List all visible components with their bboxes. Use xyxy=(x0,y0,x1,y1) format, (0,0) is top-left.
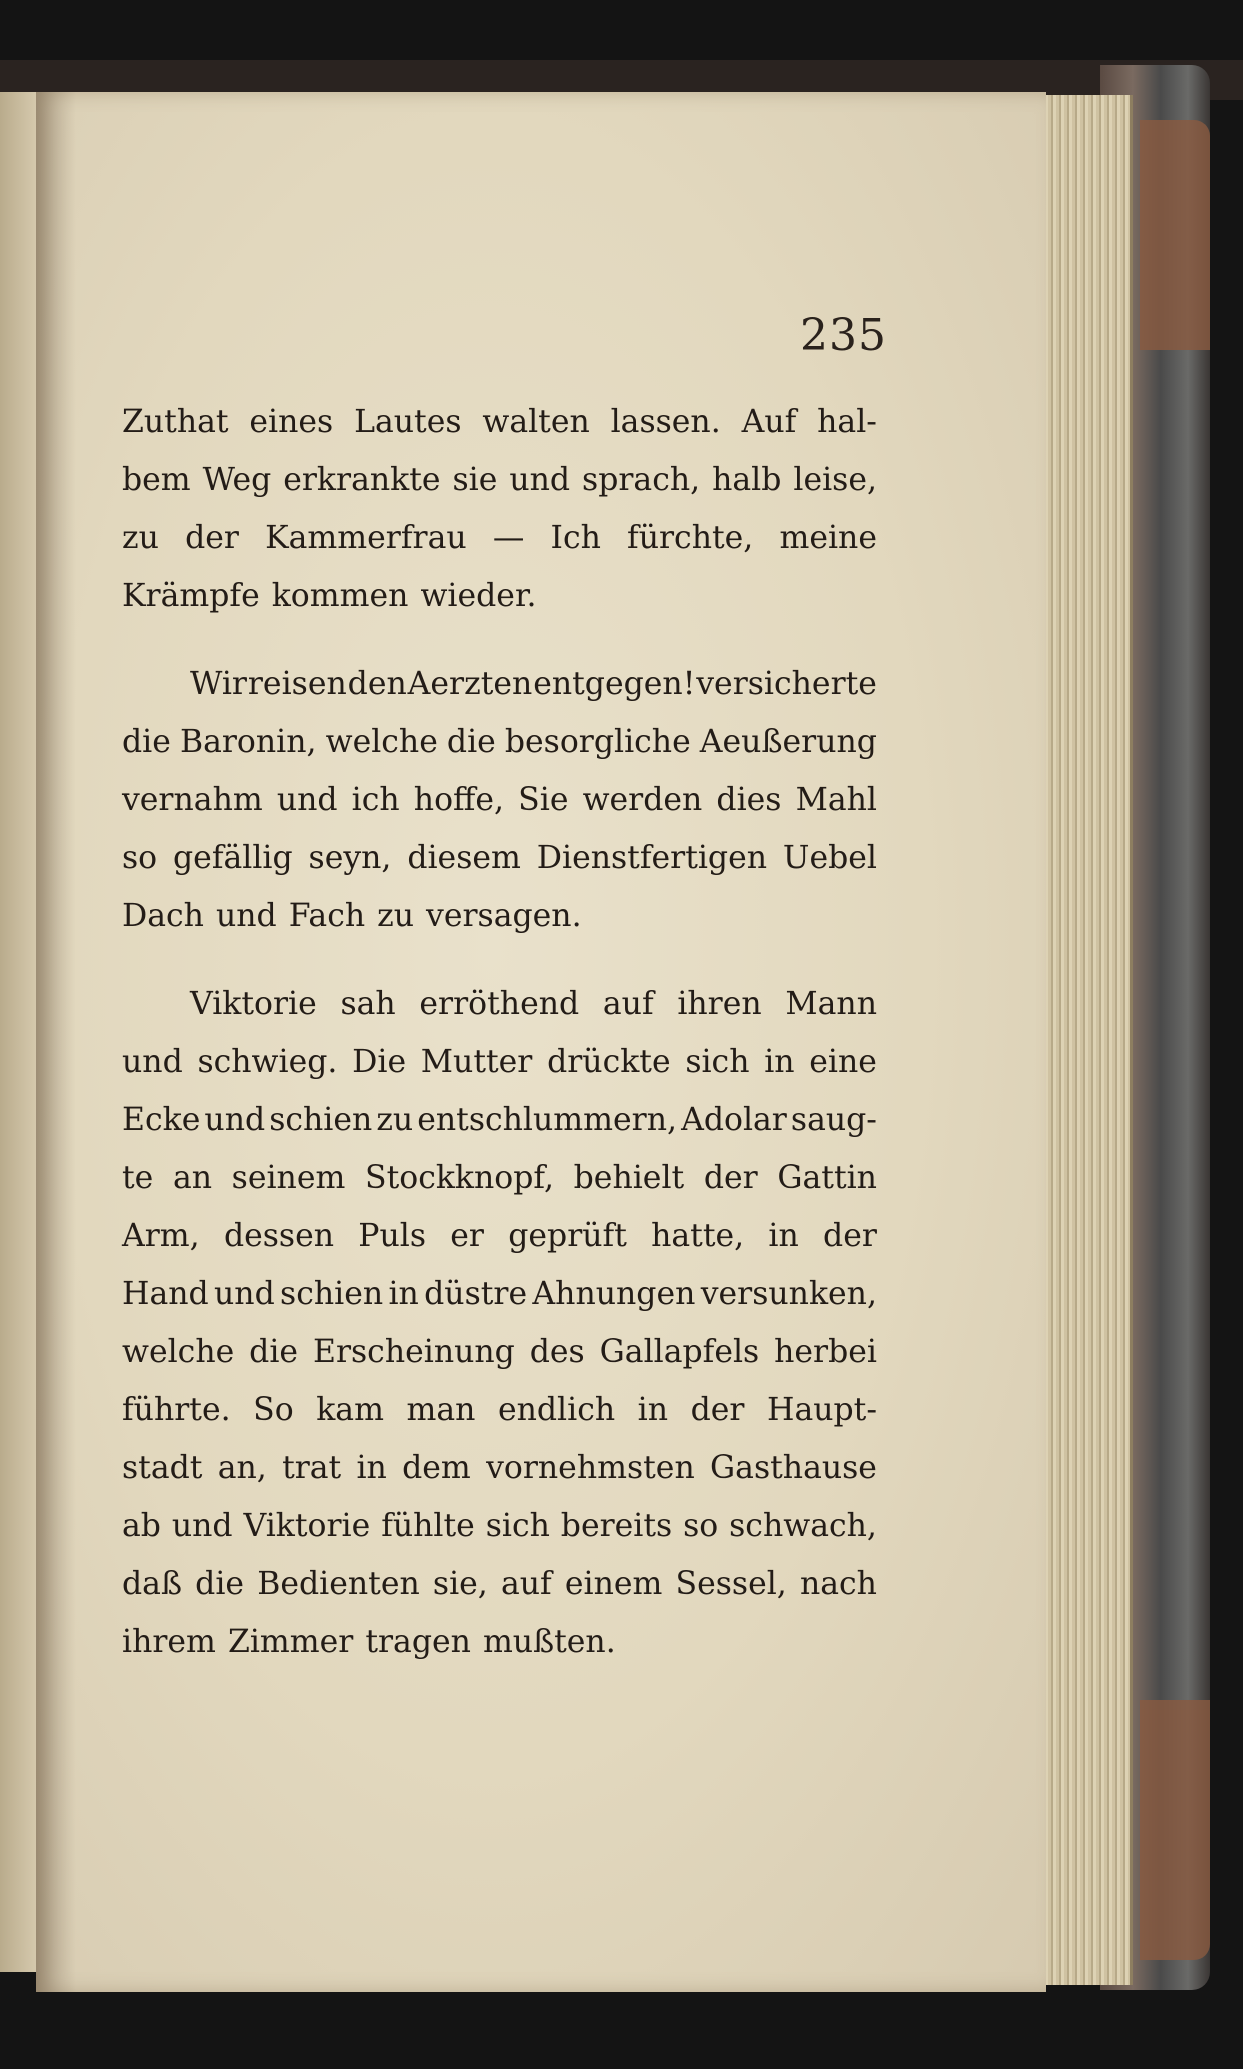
text-line: vernahm und ich hoffe, Sie werden dies Mahl xyxy=(122,782,877,818)
previous-page-edge xyxy=(0,92,40,1972)
page-number: 235 xyxy=(800,310,887,361)
text-line: Viktorie sah erröthend auf ihren Mann xyxy=(190,986,877,1022)
text-line: welche die Erscheinung des Gallapfels herbei xyxy=(122,1334,877,1370)
text-line: Arm, dessen Puls er geprüft hatte, in der xyxy=(122,1218,877,1254)
text-line: Zuthat eines Lautes walten lassen. Auf hal- xyxy=(122,404,877,440)
gutter-shadow xyxy=(36,92,76,1992)
text-line: ihrem Zimmer tragen mußten. xyxy=(122,1624,616,1660)
body-text xyxy=(122,393,877,1671)
text-line: die Baronin, welche die besorgliche Aeußerung xyxy=(122,724,877,760)
text-line: daß die Bedienten sie, auf einem Sessel, nach xyxy=(122,1566,877,1602)
text-line: Ecke und schien zu entschlummern, Adolar saug- xyxy=(122,1102,877,1138)
page-stack-edges xyxy=(1040,95,1133,1985)
text-line: ab und Viktorie fühlte sich bereits so schwach, xyxy=(122,1508,877,1544)
text-line: führte. So kam man endlich in der Haupt- xyxy=(122,1392,877,1428)
text-line: stadt an, trat in dem vornehmsten Gasthause xyxy=(122,1450,877,1486)
cover-leather-corner-top xyxy=(1140,120,1210,350)
text-line: zu der Kammerfrau — Ich fürchte, meine xyxy=(122,520,877,556)
text-line: Dach und Fach zu versagen. xyxy=(122,898,582,934)
text-line: bem Weg erkrankte sie und sprach, halb leise, xyxy=(122,462,877,498)
text-line: Krämpfe kommen wieder. xyxy=(122,578,537,614)
text-line: te an seinem Stockknopf, behielt der Gattin xyxy=(122,1160,877,1196)
text-line: Wir reisen den Aerzten entgegen! versicherte xyxy=(190,666,877,702)
text-line: so gefällig seyn, diesem Dienstfertigen Uebel xyxy=(122,840,877,876)
text-line: Hand und schien in düstre Ahnungen versunken, xyxy=(122,1276,877,1312)
cover-leather-corner-bottom xyxy=(1140,1700,1210,1960)
text-line: und schwieg. Die Mutter drückte sich in eine xyxy=(122,1044,877,1080)
